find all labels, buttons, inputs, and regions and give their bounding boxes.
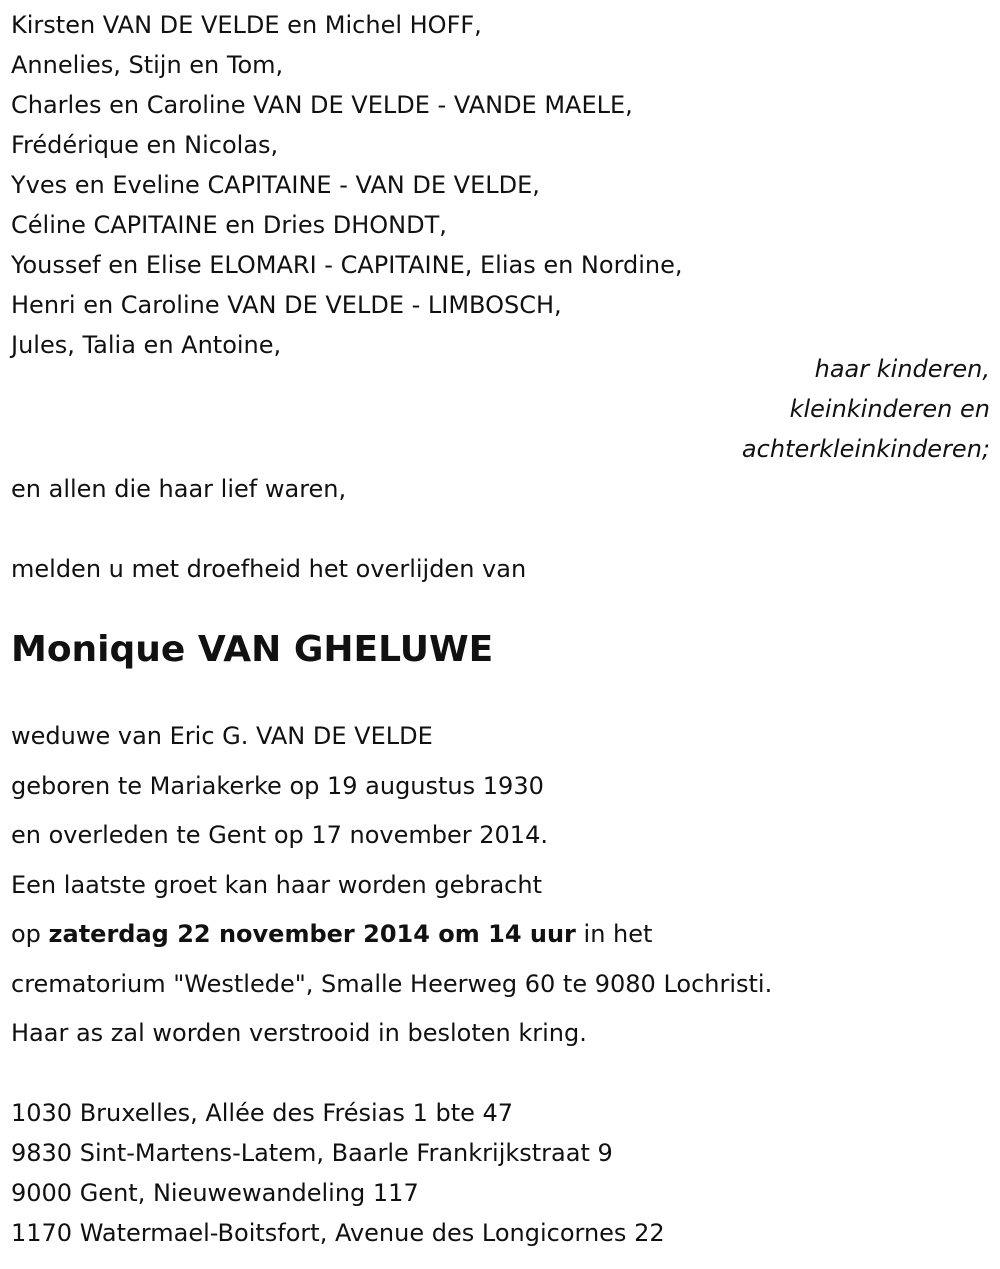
address-line-3: 9000 Gent, Nieuwewandeling 117: [11, 1179, 419, 1207]
relation-line-3: achterkleinkinderen;: [741, 435, 990, 463]
address-line-2: 9830 Sint-Martens-Latem, Baarle Frankrijkstraat 9: [11, 1139, 613, 1167]
relation-line-2: kleinkinderen en: [789, 395, 990, 423]
date-suffix: in het: [575, 920, 653, 948]
family-line-5: Yves en Eveline CAPITAINE - VAN DE VELDE,: [11, 171, 540, 199]
address-line-1: 1030 Bruxelles, Allée des Frésias 1 bte 47: [11, 1099, 514, 1127]
announce-line: melden u met droefheid het overlijden van: [11, 555, 527, 583]
address-line-4: 1170 Watermael-Boitsfort, Avenue des Longicornes 22: [11, 1219, 665, 1247]
family-line-4: Frédérique en Nicolas,: [11, 131, 279, 159]
family-line-9: Jules, Talia en Antoine,: [11, 331, 282, 359]
date-prefix: op: [11, 920, 49, 948]
deceased-name: Monique VAN GHELUWE: [11, 629, 494, 670]
family-line-7: Youssef en Elise ELOMARI - CAPITAINE, Elias en Nordine,: [11, 251, 683, 279]
date-bold: zaterdag 22 november 2014 om 14 uur: [48, 920, 576, 948]
others-line: en allen die haar lief waren,: [11, 475, 347, 503]
location-line: crematorium "Westlede", Smalle Heerweg 60 te 9080 Lochristi.: [11, 970, 773, 998]
date-line: [11, 919, 652, 949]
farewell-line: Een laatste groet kan haar worden gebracht: [11, 871, 542, 899]
ashes-line: Haar as zal worden verstrooid in besloten kring.: [11, 1019, 587, 1047]
family-line-2: Annelies, Stijn en Tom,: [11, 51, 284, 79]
born-line: geboren te Mariakerke op 19 augustus 1930: [11, 772, 544, 800]
died-line: en overleden te Gent op 17 november 2014.: [11, 821, 548, 849]
relation-line-1: haar kinderen,: [814, 355, 990, 383]
family-line-1: Kirsten VAN DE VELDE en Michel HOFF,: [11, 11, 482, 39]
family-line-3: Charles en Caroline VAN DE VELDE - VANDE MAELE,: [11, 91, 633, 119]
family-line-8: Henri en Caroline VAN DE VELDE - LIMBOSCH,: [11, 291, 562, 319]
family-line-6: Céline CAPITAINE en Dries DHONDT,: [11, 211, 447, 239]
widow-line: weduwe van Eric G. VAN DE VELDE: [11, 722, 433, 750]
